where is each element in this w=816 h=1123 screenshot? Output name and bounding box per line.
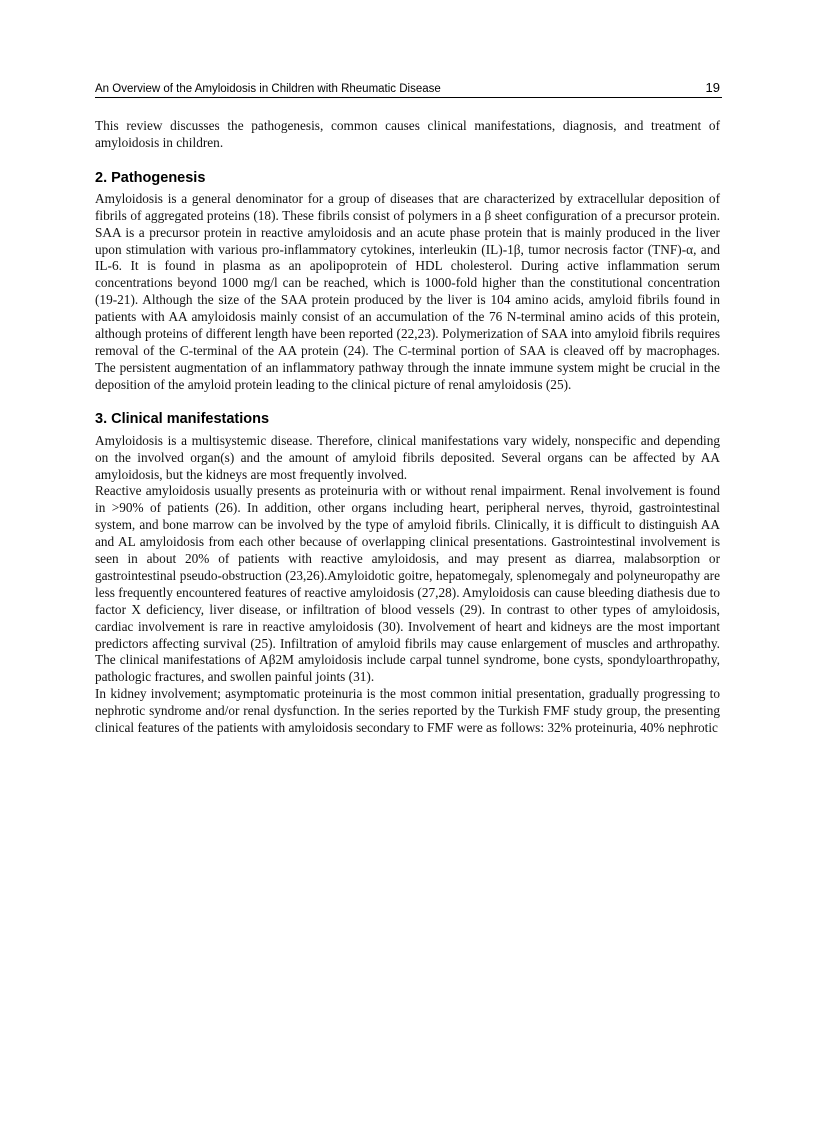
- section-heading-clinical-manifestations: 3. Clinical manifestations: [95, 410, 270, 427]
- clinical-paragraph-1: Amyloidosis is a multisystemic disease. Therefore, clinical manifestations vary widely, nonspecific and depending on the involved organ(s) and the amount of amyloid fibrils deposited. Several organs can be affected by AA amyloidosis, but the kidneys are most frequently involved.: [95, 432, 720, 482]
- intro-paragraph: This review discusses the pathogenesis, common causes clinical manifestations, diagnosis, and treatment of amyloidosis in children.: [95, 118, 720, 150]
- clinical-paragraph-3: In kidney involvement; asymptomatic proteinuria is the most common initial presentation, gradually progressing to nephrotic syndrome and/or renal dysfunction. In the series reported by the Turkish FMF study group, the presenting clinical features of the patients with amyloidosis secondary to FMF were as follows: 32% proteinuria, 40% nephrotic: [95, 686, 720, 736]
- section-pathogenesis: [95, 169, 720, 394]
- section-clinical-manifestations: [95, 410, 720, 737]
- running-title: An Overview of the Amyloidosis in Children with Rheumatic Disease: [95, 83, 441, 95]
- pathogenesis-paragraph: Amyloidosis is a general denominator for a group of diseases that are characterized by extracellular deposition of fibrils of aggregated proteins (18). These fibrils consist of polymers in a β sheet configuration of a precursor protein. SAA is a precursor protein in reactive amyloidosis and an acute phase protein that is mainly produced in the liver upon stimulation with various pro-inflammatory cytokines, interleukin (IL)-1β, tumor necrosis factor (TNF)-α, and IL-6. It is found in plasma as an apolipoprotein of HDL cholesterol. During active inflammation serum concentrations beyond 1000 mg/l can be reached, which is 1000-fold higher than the constitutional concentration (19-21). Although the size of the SAA protein produced by the liver is 104 amino acids, amyloid fibrils found in patients with AA amyloidosis mainly consist of an accumulation of the 76 N-terminal amino acids of this protein, although proteins of different length have been reported (22,23). Polymerization of SAA into amyloid fibrils requires removal of the C-terminal of the AA protein (24). The C-terminal portion of SAA is cleaved off by macrophages. The persistent augmentation of an inflammatory pathway through the innate immune system might be crucial in the deposition of the amyloid protein leading to the clinical picture of renal amyloidosis (25).: [95, 190, 720, 392]
- running-header: [95, 79, 722, 98]
- page-number: 19: [705, 80, 720, 95]
- section-heading-pathogenesis: 2. Pathogenesis: [95, 169, 206, 186]
- clinical-paragraph-2: Reactive amyloidosis usually presents as proteinuria with or without renal impairment. Renal involvement is found in >90% of patients (26). In addition, other organs including heart, peripheral nerves, thyroid, gastrointestinal system, and bone marrow can be involved by the type of amyloid fibrils. Clinically, it is difficult to distinguish AA and AL amyloidosis from each other because of overlapping clinical presentations. Gastrointestinal involvement is seen in about 20% of patients with reactive amyloidosis, and may present as diarrea, malabsorption or gastrointestinal pseudo-obstruction (23,26).Amyloidotic goitre, hepatomegaly, splenomegaly and polyneuropathy are less frequently encountered features of reactive amyloidosis (27,28). Amyloidosis can cause bleeding diathesis due to factor X deficiency, liver disease, or infiltration of blood vessels (29). In contrast to other types of amyloidosis, cardiac involvement is rare in reactive amyloidosis (30). Involvement of heart and kidneys are the most important predictors affecting survival (25). Infiltration of amyloid fibrils may cause enlargement of muscles and arthropathy. The clinical manifestations of Aβ2M amyloidosis include carpal tunnel syndrome, bone cysts, spondyloarthropathy, pathologic fractures, and swollen painful joints (31).: [95, 483, 720, 685]
- article-body: [95, 118, 720, 737]
